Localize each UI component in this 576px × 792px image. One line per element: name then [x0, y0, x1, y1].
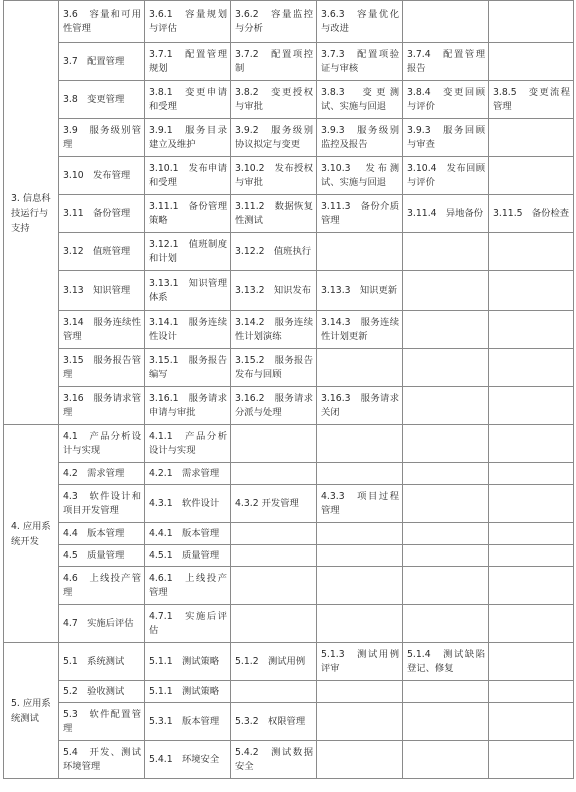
table-row: [4, 681, 574, 703]
activity-cell: 5.1.1 测试策略: [145, 643, 231, 681]
activity-cell: [489, 425, 574, 463]
activity-cell: 4.3.1 软件设计: [145, 485, 231, 523]
table-row: [4, 463, 574, 485]
activity-cell: 5.1.1 测试策略: [145, 681, 231, 703]
activity-cell: 3.9.1 服务目录建立及维护: [145, 119, 231, 157]
activity-cell: [231, 523, 317, 545]
activity-cell: [489, 271, 574, 311]
activity-cell: [317, 233, 403, 271]
activity-cell: 3.7.3 配置项验证与审核: [317, 43, 403, 81]
table-row: [4, 703, 574, 741]
activity-cell: [231, 545, 317, 567]
activity-cell: 3.14.3 服务连续性计划更新: [317, 311, 403, 349]
activity-cell: 3.16.2 服务请求分派与处理: [231, 387, 317, 425]
activity-cell: [231, 567, 317, 605]
activity-cell: [489, 567, 574, 605]
table-row: [4, 425, 574, 463]
activity-cell: 5.1.4 测试缺陷登记、修复: [403, 643, 489, 681]
activity-cell: 3.12.2 值班执行: [231, 233, 317, 271]
activity-cell: 5.4.1 环境安全: [145, 741, 231, 779]
activity-cell: [317, 523, 403, 545]
domain-cell: 5.3 软件配置管理: [59, 703, 145, 741]
activity-cell: 3.9.3 服务回顾与审查: [403, 119, 489, 157]
activity-cell: [489, 387, 574, 425]
activity-cell: [317, 681, 403, 703]
activity-cell: [403, 425, 489, 463]
activity-cell: 3.10.3 发布测试、实施与回退: [317, 157, 403, 195]
domain-cell: 3.8 变更管理: [59, 81, 145, 119]
domain-cell: 5.2 验收测试: [59, 681, 145, 703]
domain-cell: 4.4 版本管理: [59, 523, 145, 545]
activity-cell: 3.13.2 知识发布: [231, 271, 317, 311]
domain-cell: 3.12 值班管理: [59, 233, 145, 271]
activity-cell: [403, 233, 489, 271]
domain-cell: 4.1 产品分析设计与实现: [59, 425, 145, 463]
activity-cell: [231, 425, 317, 463]
activity-cell: 3.10.4 发布回顾与评价: [403, 157, 489, 195]
table-row: [4, 195, 574, 233]
activity-cell: 3.6.1 容量规划与评估: [145, 1, 231, 43]
activity-cell: 3.11.2 数据恢复性测试: [231, 195, 317, 233]
activity-cell: 3.10.2 发布授权与审批: [231, 157, 317, 195]
activity-cell: [403, 311, 489, 349]
activity-cell: [489, 233, 574, 271]
domain-cell: 3.9 服务级别管理: [59, 119, 145, 157]
activity-cell: [403, 485, 489, 523]
activity-cell: 3.9.3 服务级别监控及报告: [317, 119, 403, 157]
activity-cell: 3.15.1 服务报告编写: [145, 349, 231, 387]
domain-cell: 4.7 实施后评估: [59, 605, 145, 643]
activity-cell: 4.3.3 项目过程管理: [317, 485, 403, 523]
domain-cell: 3.11 备份管理: [59, 195, 145, 233]
activity-cell: [403, 681, 489, 703]
domain-cell: 5.4 开发、测试环境管理: [59, 741, 145, 779]
activity-cell: 3.13.1 知识管理体系: [145, 271, 231, 311]
table-row: [4, 545, 574, 567]
activity-cell: 3.11.4 异地备份: [403, 195, 489, 233]
activity-cell: [489, 349, 574, 387]
activity-cell: [317, 605, 403, 643]
domain-cell: 3.16 服务请求管理: [59, 387, 145, 425]
activity-cell: [403, 1, 489, 43]
activity-cell: [403, 605, 489, 643]
activity-cell: 3.6.2 容量监控与分析: [231, 1, 317, 43]
activity-cell: 3.9.2 服务级别协议拟定与变更: [231, 119, 317, 157]
activity-cell: 5.1.2 测试用例: [231, 643, 317, 681]
activity-cell: 4.6.1 上线投产管理: [145, 567, 231, 605]
table-row: [4, 643, 574, 681]
activity-cell: 4.2.1 需求管理: [145, 463, 231, 485]
activity-cell: [489, 545, 574, 567]
activity-cell: [403, 463, 489, 485]
activity-cell: [489, 703, 574, 741]
activity-cell: 3.11.5 备份检查: [489, 195, 574, 233]
table-row: [4, 387, 574, 425]
activity-cell: [231, 463, 317, 485]
activity-cell: 5.4.2 测试数据安全: [231, 741, 317, 779]
activity-cell: [317, 703, 403, 741]
table-row: [4, 741, 574, 779]
activity-cell: 3.12.1 值班制度和计划: [145, 233, 231, 271]
activity-cell: 3.16.3 服务请求关闭: [317, 387, 403, 425]
domain-cell: 4.3 软件设计和项目开发管理: [59, 485, 145, 523]
activity-cell: [317, 349, 403, 387]
domain-cell: 3.10 发布管理: [59, 157, 145, 195]
activity-cell: [403, 523, 489, 545]
domain-cell: 3.13 知识管理: [59, 271, 145, 311]
activity-cell: [317, 463, 403, 485]
activity-cell: [489, 119, 574, 157]
activity-cell: 4.3.2 开发管理: [231, 485, 317, 523]
activity-cell: 4.7.1 实施后评估: [145, 605, 231, 643]
activity-cell: [403, 387, 489, 425]
activity-cell: [489, 157, 574, 195]
table-row: [4, 81, 574, 119]
activity-cell: [317, 425, 403, 463]
activity-cell: [403, 703, 489, 741]
table-row: [4, 1, 574, 43]
activity-cell: [489, 741, 574, 779]
table-row: [4, 43, 574, 81]
activity-cell: [403, 567, 489, 605]
activity-cell: 3.8.4 变更回顾与评价: [403, 81, 489, 119]
activity-cell: [489, 605, 574, 643]
table-row: [4, 157, 574, 195]
activity-cell: 5.1.3 测试用例评审: [317, 643, 403, 681]
activity-cell: 3.7.2 配置项控制: [231, 43, 317, 81]
activity-cell: [489, 311, 574, 349]
domain-cell: 4.2 需求管理: [59, 463, 145, 485]
table-row: [4, 567, 574, 605]
activity-cell: 3.10.1 发布申请和受理: [145, 157, 231, 195]
activity-cell: [489, 681, 574, 703]
activity-cell: [403, 271, 489, 311]
capability-table: [3, 0, 574, 779]
activity-cell: 5.3.2 权限管理: [231, 703, 317, 741]
domain-cell: 5.1 系统测试: [59, 643, 145, 681]
activity-cell: 3.8.5 变更流程管理: [489, 81, 574, 119]
table-row: [4, 119, 574, 157]
activity-cell: 3.15.2 服务报告发布与回顾: [231, 349, 317, 387]
capability-table-page: [3, 0, 573, 779]
domain-cell: 3.15 服务报告管理: [59, 349, 145, 387]
section-title: 3. 信息科技运行与支持: [4, 1, 59, 425]
activity-cell: [317, 545, 403, 567]
activity-cell: 3.14.2 服务连续性计划演练: [231, 311, 317, 349]
activity-cell: [231, 605, 317, 643]
activity-cell: 3.13.3 知识更新: [317, 271, 403, 311]
activity-cell: 3.14.1 服务连续性设计: [145, 311, 231, 349]
activity-cell: 3.11.1 备份管理策略: [145, 195, 231, 233]
table-row: [4, 605, 574, 643]
activity-cell: 3.11.3 备份介质管理: [317, 195, 403, 233]
activity-cell: 5.3.1 版本管理: [145, 703, 231, 741]
activity-cell: [489, 463, 574, 485]
activity-cell: [403, 741, 489, 779]
activity-cell: [403, 545, 489, 567]
table-row: [4, 485, 574, 523]
activity-cell: [489, 1, 574, 43]
table-row: [4, 271, 574, 311]
table-body: [4, 1, 574, 779]
activity-cell: [489, 485, 574, 523]
activity-cell: [317, 741, 403, 779]
table-row: [4, 349, 574, 387]
activity-cell: 4.4.1 版本管理: [145, 523, 231, 545]
activity-cell: [317, 567, 403, 605]
activity-cell: [403, 349, 489, 387]
activity-cell: 3.8.3 变更测试、实施与回退: [317, 81, 403, 119]
domain-cell: 4.6 上线投产管理: [59, 567, 145, 605]
activity-cell: 4.1.1 产品分析设计与实现: [145, 425, 231, 463]
activity-cell: [231, 681, 317, 703]
activity-cell: 3.6.3 容量优化与改进: [317, 1, 403, 43]
domain-cell: 3.7 配置管理: [59, 43, 145, 81]
activity-cell: [489, 43, 574, 81]
domain-cell: 4.5 质量管理: [59, 545, 145, 567]
table-row: [4, 311, 574, 349]
activity-cell: 3.7.4 配置管理报告: [403, 43, 489, 81]
activity-cell: 3.8.1 变更申请和受理: [145, 81, 231, 119]
section-title: 4. 应用系统开发: [4, 425, 59, 643]
activity-cell: 3.16.1 服务请求申请与审批: [145, 387, 231, 425]
section-title: 5. 应用系统测试: [4, 643, 59, 779]
activity-cell: 3.7.1 配置管理规划: [145, 43, 231, 81]
domain-cell: 3.14 服务连续性管理: [59, 311, 145, 349]
activity-cell: [489, 523, 574, 545]
domain-cell: 3.6 容量和可用性管理: [59, 1, 145, 43]
activity-cell: [489, 643, 574, 681]
activity-cell: 4.5.1 质量管理: [145, 545, 231, 567]
table-row: [4, 523, 574, 545]
table-row: [4, 233, 574, 271]
activity-cell: 3.8.2 变更授权与审批: [231, 81, 317, 119]
